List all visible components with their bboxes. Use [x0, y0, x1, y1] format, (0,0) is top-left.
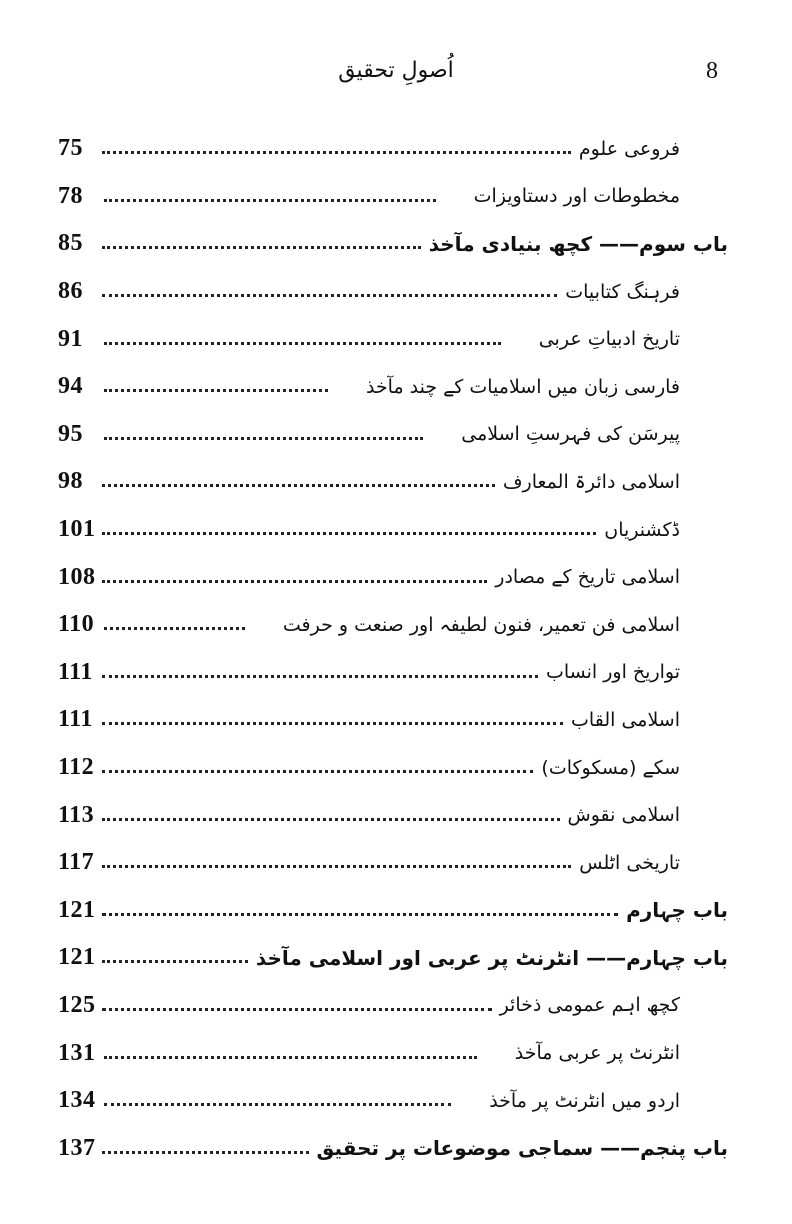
section-title: فارسی زبان میں اسلامیات کے چند مآخذ	[365, 375, 680, 398]
section-title: تواریخ اور انساب	[545, 661, 680, 684]
toc-entry	[58, 1124, 728, 1172]
dot-leader	[102, 818, 560, 821]
toc-page-number: 117	[58, 849, 95, 876]
toc-page-number: 75	[58, 135, 83, 162]
dot-leader	[102, 151, 571, 154]
toc-entry	[58, 268, 728, 316]
page-number: 8	[706, 58, 718, 84]
toc-entry	[58, 887, 728, 935]
toc-page-number: 112	[58, 754, 95, 781]
toc-page-number: 134	[58, 1087, 96, 1114]
dot-leader	[102, 675, 538, 678]
dot-leader	[102, 484, 495, 487]
toc-page-number: 121	[58, 944, 96, 971]
toc-page-number: 91	[58, 325, 83, 352]
toc-page-number: 121	[58, 896, 96, 923]
toc-page-number: 95	[58, 420, 83, 447]
dot-leader	[104, 627, 245, 630]
dot-leader	[104, 199, 436, 202]
toc-entry	[58, 601, 728, 649]
toc-entry	[58, 744, 728, 792]
toc-entry	[58, 791, 728, 839]
dot-leader	[102, 532, 596, 535]
toc-entry	[58, 982, 728, 1030]
table-of-contents	[58, 125, 728, 1172]
toc-entry	[58, 506, 728, 554]
toc-entry	[58, 125, 728, 173]
toc-page-number: 111	[58, 706, 93, 733]
section-title: فروعی علوم	[578, 137, 680, 160]
section-title: ڈکشنریاں	[604, 518, 680, 541]
section-title: فرہنگ کتابیات	[565, 280, 680, 303]
dot-leader	[102, 294, 557, 297]
chapter-title: باب چہارم—— انٹرنٹ پر عربی اور اسلامی مآخذ	[255, 945, 728, 970]
toc-page-number: 131	[58, 1039, 96, 1066]
toc-entry	[58, 649, 728, 697]
dot-leader	[104, 389, 328, 392]
toc-entry	[58, 220, 728, 268]
section-title: مخطوطات اور دستاویزات	[473, 185, 680, 208]
chapter-title: باب سوم—— کچھ بنیادی مآخذ	[428, 231, 728, 256]
toc-page-number: 101	[58, 516, 96, 543]
toc-entry	[58, 363, 728, 411]
dot-leader	[104, 1103, 451, 1106]
dot-leader	[102, 580, 487, 583]
toc-page-number: 85	[58, 230, 83, 257]
toc-entry	[58, 696, 728, 744]
toc-entry	[58, 553, 728, 601]
chapter-title: باب پنجم—— سماجی موضوعات پر تحقیق	[316, 1136, 728, 1161]
running-title: اُصولِ تحقیق	[338, 58, 454, 83]
toc-entry	[58, 1029, 728, 1077]
dot-leader	[104, 437, 423, 440]
toc-entry	[58, 315, 728, 363]
section-title: اسلامی دائرۃ المعارف	[502, 470, 680, 493]
section-title: انٹرنٹ پر عربی مآخذ	[514, 1042, 680, 1065]
toc-page-number: 137	[58, 1134, 96, 1161]
dot-leader	[102, 1151, 309, 1154]
toc-entry	[58, 839, 728, 887]
toc-page-number: 111	[58, 658, 93, 685]
toc-page-number: 86	[58, 278, 83, 305]
section-title: پیرسَن کی فہرستِ اسلامی	[461, 423, 680, 446]
toc-page-number: 108	[58, 563, 96, 590]
dot-leader	[102, 913, 618, 916]
dot-leader	[104, 342, 501, 345]
toc-entry	[58, 411, 728, 459]
toc-page-number: 110	[58, 611, 95, 638]
section-title: اسلامی تاریخ کے مصادر	[495, 566, 680, 589]
toc-page-number: 125	[58, 991, 96, 1018]
section-title: تاریخ ادبیاتِ عربی	[538, 328, 680, 351]
section-title: تاریخی اٹلس	[579, 851, 680, 874]
dot-leader	[102, 246, 421, 249]
toc-page-number: 78	[58, 182, 83, 209]
section-title: سکے (مسکوکات)	[541, 756, 680, 779]
dot-leader	[102, 722, 563, 725]
section-title: اسلامی القاب	[571, 708, 680, 731]
dot-leader	[102, 770, 533, 773]
section-title: اسلامی نقوش	[567, 804, 680, 827]
toc-page-number: 113	[58, 801, 95, 828]
dot-leader	[102, 1008, 492, 1011]
toc-page-number: 98	[58, 468, 83, 495]
dot-leader	[102, 960, 248, 963]
toc-page-number: 94	[58, 373, 83, 400]
toc-entry	[58, 173, 728, 221]
section-title: اردو میں انٹرنٹ پر مآخذ	[489, 1089, 680, 1112]
toc-entry	[58, 934, 728, 982]
chapter-title: باب چہارم	[626, 898, 728, 923]
dot-leader	[102, 865, 571, 868]
section-title: کچھ اہم عمومی ذخائر	[499, 994, 680, 1017]
toc-entry	[58, 458, 728, 506]
toc-entry	[58, 1077, 728, 1125]
dot-leader	[104, 1056, 477, 1059]
section-title: اسلامی فن تعمیر، فنون لطیفہ اور صنعت و حرفت	[282, 613, 680, 636]
